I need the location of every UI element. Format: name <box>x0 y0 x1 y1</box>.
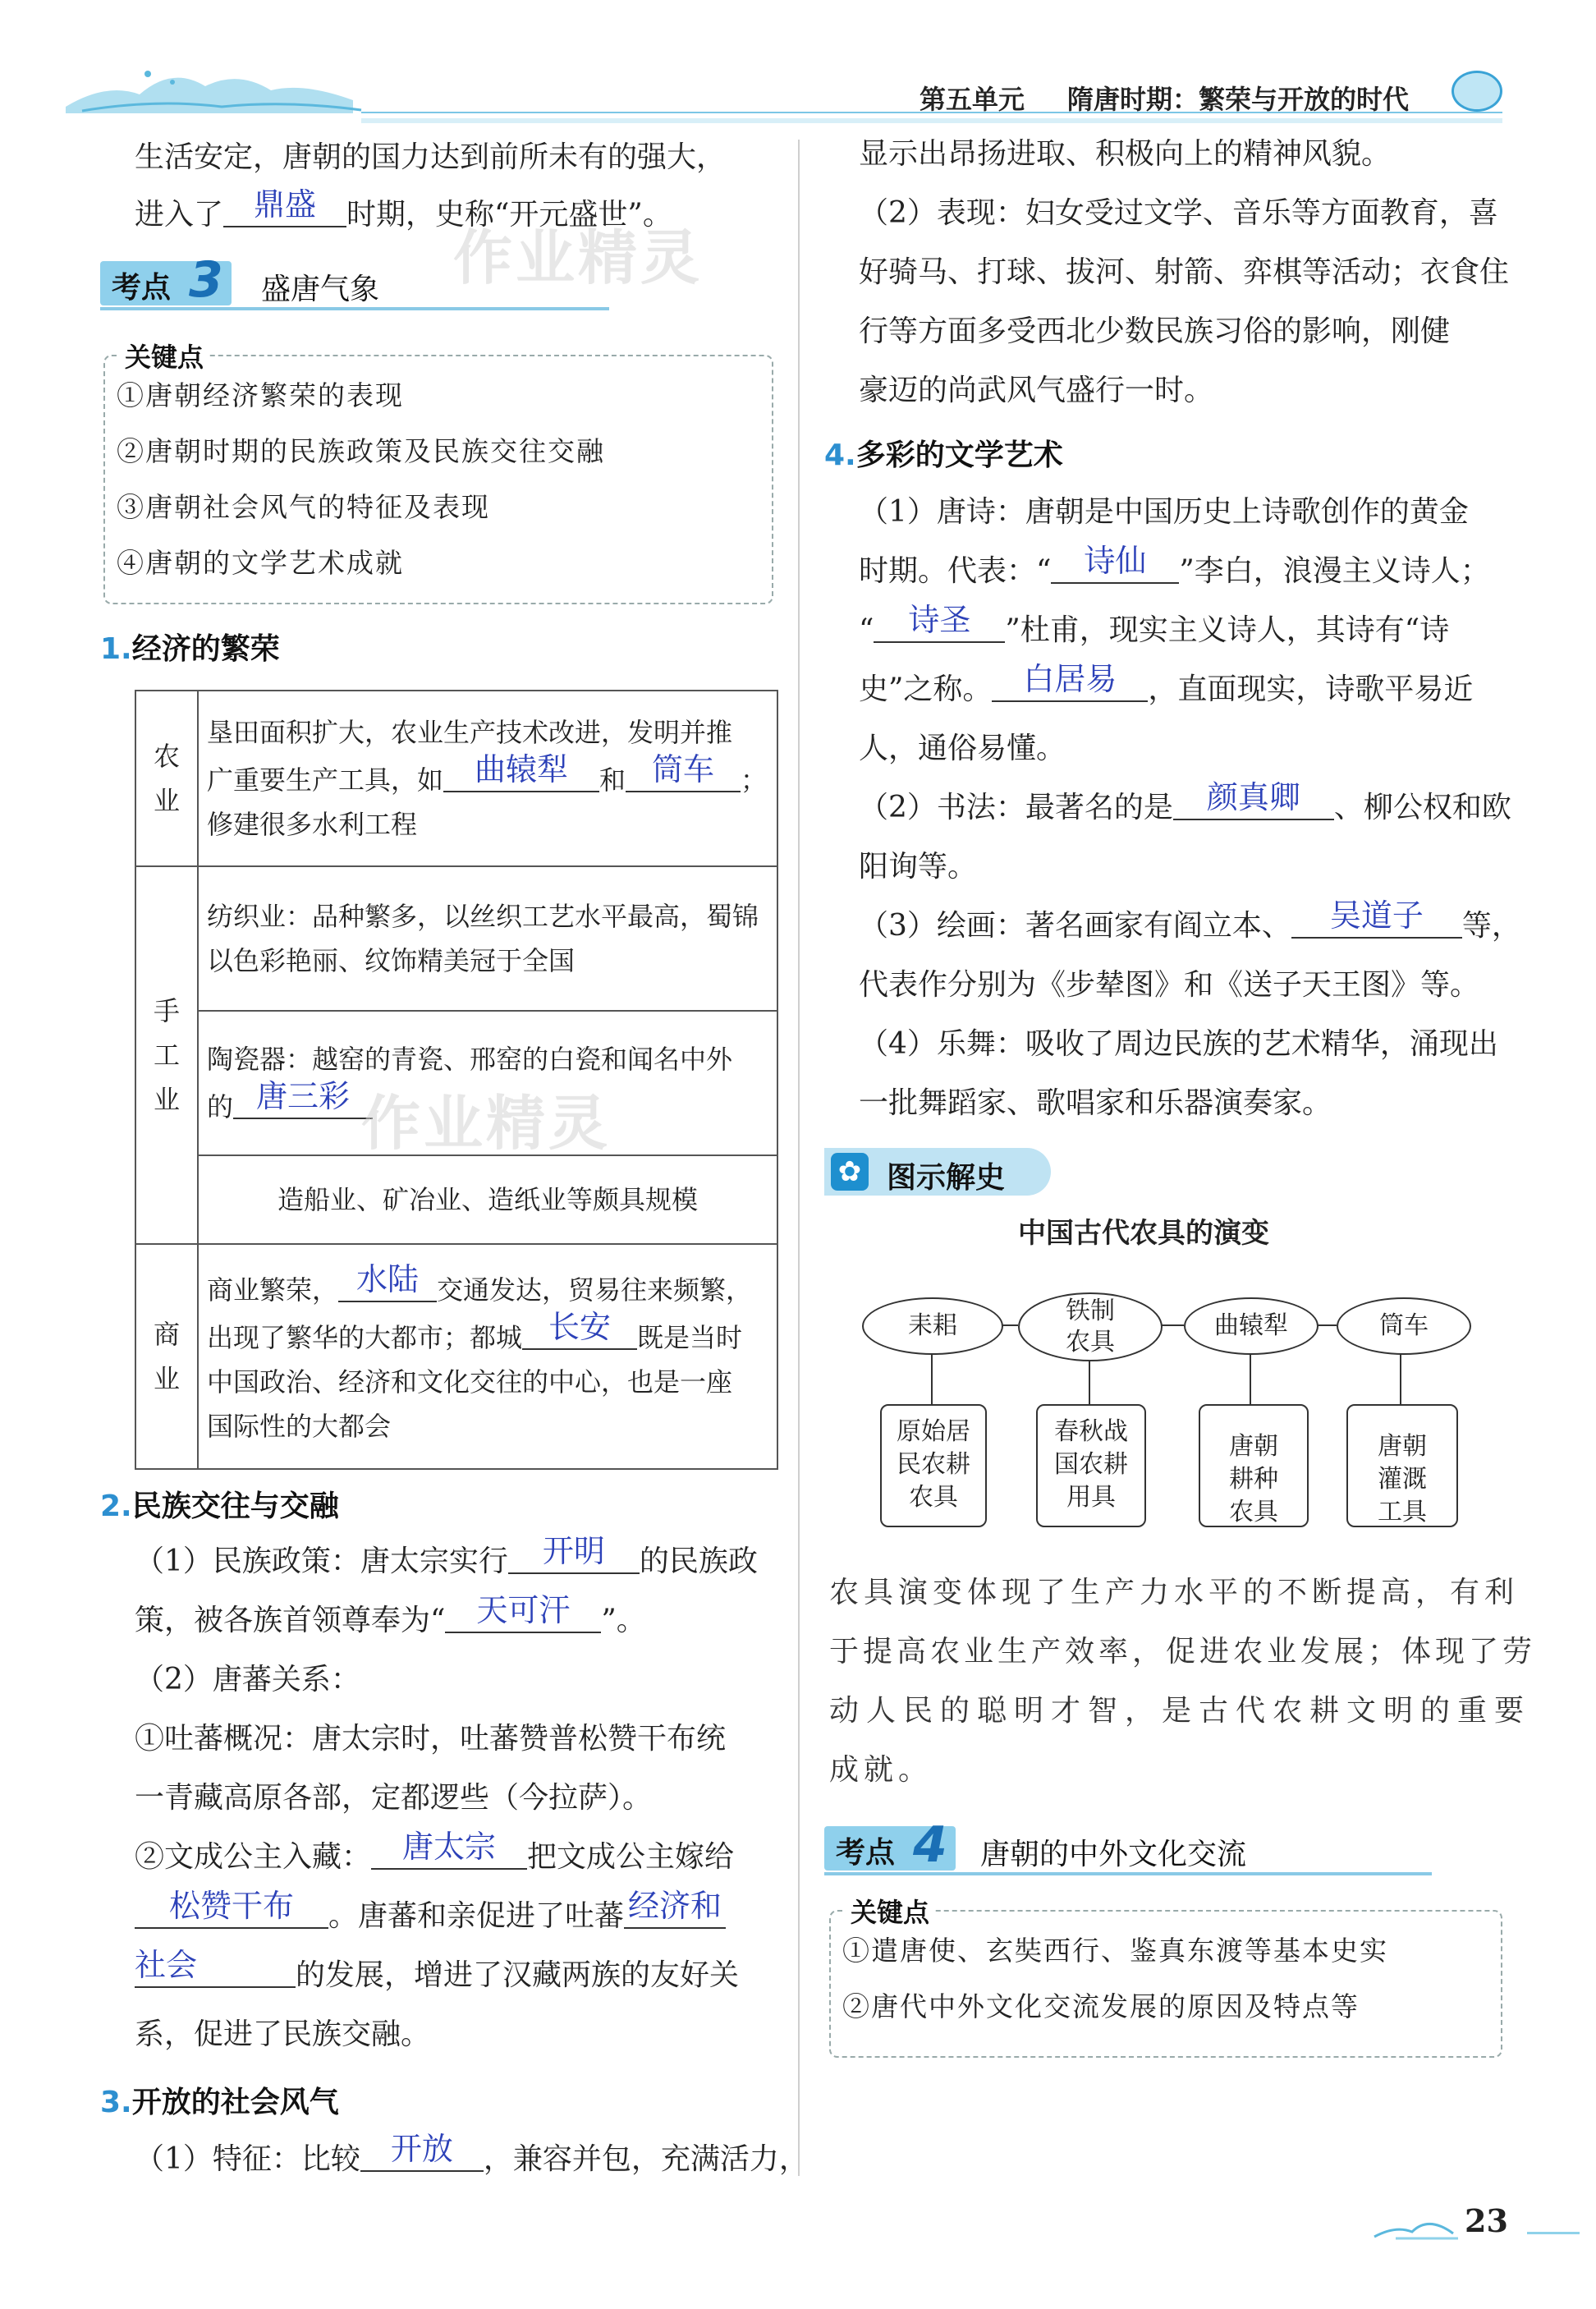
left-intro-line1: 生活安定，唐朝的国力达到前所未有的强大， <box>135 140 727 174</box>
blank-quyuanli[interactable]: 曲辕犁 <box>443 755 599 792</box>
s4-line-11: 一批舞蹈家、歌唱家和乐器演奏家。 <box>859 1086 1332 1120</box>
blank-shixian[interactable]: 诗仙 <box>1051 546 1179 584</box>
comm-label: 商业 <box>153 1319 180 1394</box>
footer-decoration <box>1371 2209 1461 2242</box>
s4-line-3: “ 诗圣 ”杜甫，现实主义诗人，其诗有“诗 <box>859 602 1450 647</box>
section-2-body <box>135 1532 758 2064</box>
section-4-heading: 4.多彩的文学艺术 <box>824 438 1063 472</box>
note-line-4: 成就。 <box>829 1753 933 1787</box>
table-row-craft-3 <box>135 1155 777 1244</box>
s2-line-9: 系，促进了民族交融。 <box>135 2018 431 2051</box>
key-points-box-3 <box>103 342 773 604</box>
right-p3: 行等方面多受西北少数民族习俗的影响，刚健 <box>859 314 1451 348</box>
page-number: 23 <box>1465 2202 1508 2239</box>
section-2-heading: 2.民族交往与交融 <box>100 1490 339 1523</box>
blank-baijuyi[interactable]: 白居易 <box>992 664 1148 702</box>
s4-line-4: 史”之称。 白居易 ，直面现实，诗歌平易近 <box>859 661 1474 706</box>
s2-line-5: 一青藏高原各部，定都逻些（今拉萨）。 <box>135 1781 653 1815</box>
watermark-2: 作业精灵 <box>361 1089 612 1158</box>
kaodian-3-title: 盛唐气象 <box>261 273 380 306</box>
craft3-line: 造船业、矿冶业、造纸业等颇具规模 <box>277 1184 698 1215</box>
craft2-line1: 陶瓷器：越窑的青瓷、邢窑的白瓷和闻名中外 <box>207 1044 733 1075</box>
kd4-item-2: ②唐代中外文化交流发展的原因及特点等 <box>842 1990 1360 2022</box>
node-yuanshi: 原始居民农耕农具 <box>880 1404 987 1527</box>
header-logo-icon <box>1452 71 1502 112</box>
kaodian-4-num: 4 <box>913 1816 947 1874</box>
comm-line2: 出现了繁华的大都市；都城 长安 既是当时 <box>207 1309 743 1353</box>
kaodian-4-banner <box>824 1816 1432 1875</box>
diagram-title: 中国古代农具的演变 <box>1018 1217 1269 1250</box>
kaodian-3-num: 3 <box>189 251 223 309</box>
flower-icon: ✿ <box>831 1153 869 1191</box>
blank-jingjihe[interactable]: 经济和 <box>624 1891 726 1929</box>
table-row-agri <box>135 691 777 866</box>
s4-line-2: 时期。代表：“ 诗仙 ”李白，浪漫主义诗人； <box>859 543 1490 588</box>
blank-changan[interactable]: 长安 <box>522 1312 637 1350</box>
s4-line-9: 代表作分别为《步辇图》和《送子天王图》等。 <box>859 968 1480 1002</box>
key-points-badge-4: 关键点 <box>846 1892 934 1930</box>
diagram-note <box>829 1563 1537 1800</box>
craft1-line2: 以色彩艳丽、纹饰精美冠于全国 <box>207 945 576 976</box>
key-points-badge-3: 关键点 <box>120 337 209 374</box>
blank-tiankehan[interactable]: 天可汗 <box>445 1595 601 1633</box>
s2-line-7: 松赞干布 。唐蕃和亲促进了吐蕃 经济和 <box>135 1887 758 1946</box>
s3-line-1: （1）特征：比较 开放 ，兼容并包，充满活力， <box>135 2131 809 2176</box>
craft2-line2: 的 唐三彩 <box>207 1081 768 1129</box>
node-tangguangai: 唐朝灌溉工具 <box>1346 1404 1458 1527</box>
blank-wudaozi[interactable]: 吴道子 <box>1291 901 1462 939</box>
blank-kaifang[interactable]: 开放 <box>360 2134 484 2172</box>
right-p1: （2）表现：妇女受过文学、音乐等方面教育，喜 <box>859 196 1498 230</box>
tool-evolution-diagram <box>862 1274 1470 1537</box>
blank-tangsancai[interactable]: 唐三彩 <box>233 1081 373 1119</box>
note-line-2: 于提高农业生产效率，促进农业发展；体现了劳 <box>829 1635 1537 1669</box>
kaodian-3-banner <box>100 251 609 310</box>
agri-line1: 垦田面积扩大，农业生产技术改进，发明并推 <box>207 717 733 748</box>
node-leisi: 耒耜 <box>862 1297 1003 1355</box>
watermark: 作业精灵 <box>453 223 704 292</box>
s2-line-2: 策，被各族首领尊奉为“ 天可汗 ”。 <box>135 1592 646 1637</box>
comm-line4: 国际性的大都会 <box>207 1411 392 1442</box>
blank-dingsheng[interactable]: 鼎盛 <box>223 190 346 227</box>
kd4-item-1: ①遣唐使、玄奘西行、鉴真东渡等基本史实 <box>842 1935 1388 1967</box>
blank-shisheng[interactable]: 诗圣 <box>874 605 1005 643</box>
comm-line3: 中国政治、经济和文化交往的中心，也是一座 <box>207 1366 733 1398</box>
left-intro-line2: 进入了 鼎盛 时期，史称“开元盛世”。 <box>135 186 672 232</box>
s2-line-1: （1）民族政策：唐太宗实行 开明 的民族政 <box>135 1533 758 1578</box>
right-p0: 显示出昂扬进取、积极向上的精神风貌。 <box>859 137 1392 171</box>
table-row-comm <box>135 1244 777 1469</box>
comm-line1: 商业繁荣， 水陆 交通发达，贸易往来频繁， <box>207 1261 753 1306</box>
s4-line-1: （1）唐诗：唐朝是中国历史上诗歌创作的黄金 <box>859 495 1469 529</box>
section-4-body <box>859 483 1521 1133</box>
s2-line-6: ②文成公主入藏： 唐太宗 把文成公主嫁给 <box>135 1829 735 1874</box>
s2-line-3: （2）唐蕃关系： <box>135 1663 360 1696</box>
node-quyuanli: 曲辕犁 <box>1184 1297 1319 1355</box>
blank-shehui[interactable]: 社会 <box>135 1950 296 1988</box>
s4-line-8: （3）绘画：著名画家有阎立本、 吴道子 等， <box>859 897 1521 943</box>
kd3-item-3: ③唐朝社会风气的特征及表现 <box>117 491 490 523</box>
column-divider <box>798 140 800 2176</box>
craft1-line1: 纺织业：品种繁多，以丝织工艺水平最高，蜀锦 <box>207 901 759 932</box>
blank-tongche[interactable]: 筒车 <box>626 755 741 792</box>
blank-yanzhenqing[interactable]: 颜真卿 <box>1173 783 1334 820</box>
tushi-badge-label: 图示解史 <box>887 1161 1006 1195</box>
agri-line2: 广重要生产工具，如 曲辕犁 和 筒车 ； <box>207 751 768 796</box>
note-line-3: 动人民的聪明才智，是古代农耕文明的重要 <box>829 1694 1532 1728</box>
blank-tangtaizong[interactable]: 唐太宗 <box>371 1832 527 1870</box>
blank-kaiming[interactable]: 开明 <box>508 1536 640 1574</box>
agri-label: 农业 <box>153 741 180 816</box>
footer-rule <box>1527 2232 1580 2234</box>
kaodian-4-label: 考点 <box>836 1836 896 1870</box>
agri-line3: 修建很多水利工程 <box>207 809 418 840</box>
key-points-box-4 <box>829 1897 1502 2058</box>
header-decoration <box>57 49 369 123</box>
tushi-badge <box>824 1148 1051 1196</box>
right-p2: 好骑马、打球、拔河、射箭、弈棋等活动；衣食住 <box>859 255 1510 289</box>
right-p4: 豪迈的尚武风气盛行一时。 <box>859 374 1214 407</box>
s2-line-4: ①吐蕃概况：唐太宗时，吐蕃赞普松赞干布统 <box>135 1722 727 1756</box>
kd3-item-4: ④唐朝的文学艺术成就 <box>117 547 404 579</box>
header-rule-light <box>361 118 1502 123</box>
right-top-body <box>859 125 1509 420</box>
s4-line-6: （2）书法：最著名的是 颜真卿 、柳公权和欧 <box>859 779 1511 824</box>
note-line-1: 农具演变体现了生产力水平的不断提高，有利 <box>829 1576 1520 1609</box>
node-chunqiu: 春秋战国农耕用具 <box>1036 1404 1146 1527</box>
header-title: 隋唐时期：繁荣与开放的时代 <box>1067 84 1410 115</box>
craft-label: 手工业 <box>153 995 180 1115</box>
blank-songzanganbu[interactable]: 松赞干布 <box>135 1891 328 1929</box>
s2-line-8: 社会 的发展，增进了汉藏两族的友好关 <box>135 1947 740 1992</box>
node-tanggengzhong: 唐朝耕种农具 <box>1199 1404 1309 1527</box>
section-1-heading: 1.经济的繁荣 <box>100 632 280 666</box>
node-tiezhi: 铁制农具 <box>1018 1292 1163 1361</box>
table-row-craft-1 <box>135 866 777 1011</box>
s4-line-10: （4）乐舞：吸收了周边民族的艺术精华，涌现出 <box>859 1027 1498 1061</box>
section-3-heading: 3.开放的社会风气 <box>100 2086 339 2119</box>
kaodian-4-title: 唐朝的中外文化交流 <box>980 1838 1247 1871</box>
s4-line-5: 人，通俗易懂。 <box>859 732 1066 765</box>
s4-line-7: 阳询等。 <box>859 850 978 884</box>
node-tongche: 筒车 <box>1337 1297 1471 1355</box>
kd3-item-2: ②唐朝时期的民族政策及民族交往交融 <box>117 435 605 467</box>
header-unit: 第五单元 <box>920 84 1025 115</box>
blank-shuilu[interactable]: 水陆 <box>338 1265 437 1302</box>
kaodian-3-label: 考点 <box>112 271 172 305</box>
kd3-item-1: ①唐朝经济繁荣的表现 <box>117 379 404 411</box>
